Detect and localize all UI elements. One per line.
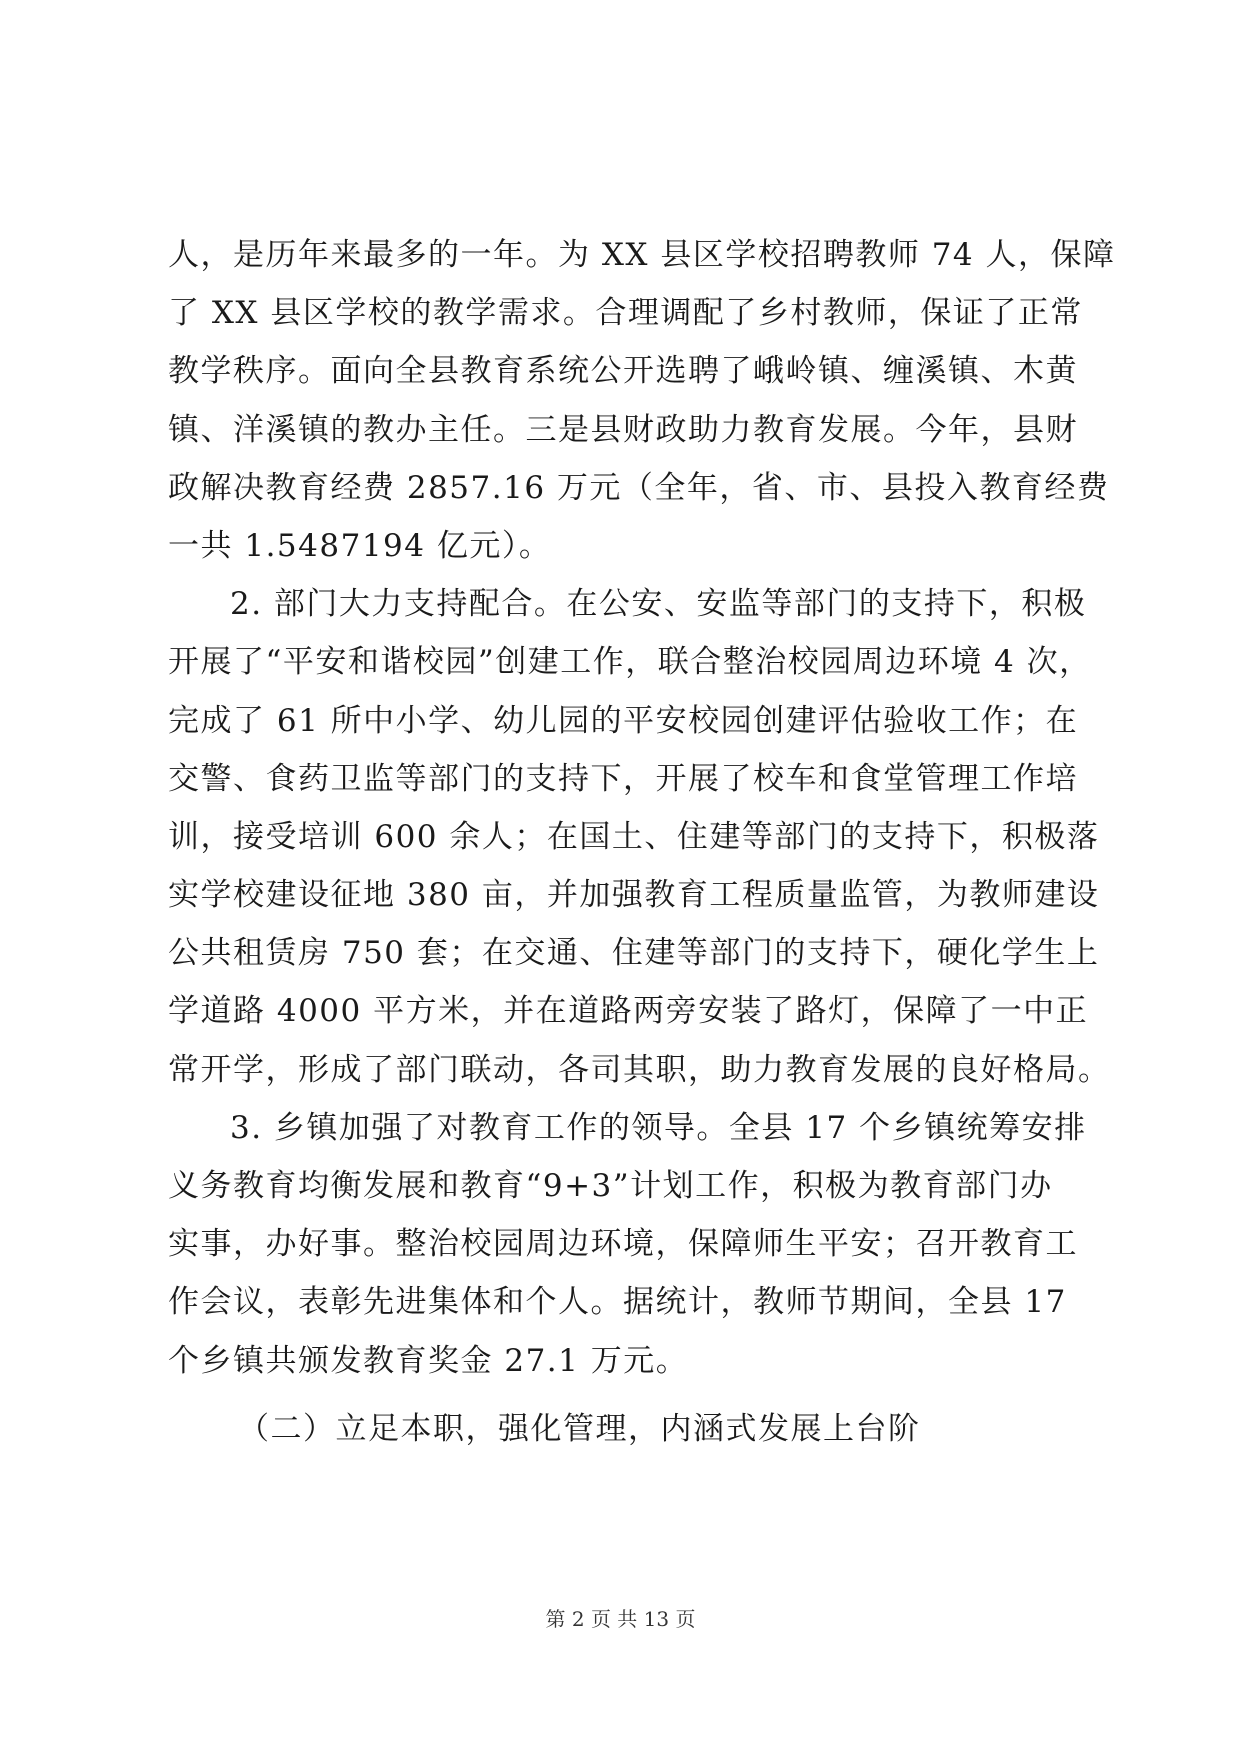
text-line: 开展了“平安和谐校园”创建工作，联合整治校园周边环境 4 次，	[168, 644, 1092, 681]
text-line: 公共租赁房 750 套；在交通、住建等部门的支持下，硬化学生上	[168, 935, 1100, 972]
text-line: 训，接受培训 600 余人；在国土、住建等部门的支持下，积极落	[168, 818, 1100, 855]
text-line: 一共 1.5487194 亿元）。	[168, 527, 552, 564]
text-line: 常开学，形成了部门联动，各司其职，助力教育发展的良好格局。	[168, 1051, 1111, 1088]
text-line: 镇、洋溪镇的教办主任。三是县财政助力教育发展。今年，县财	[168, 411, 1078, 448]
paragraph-3	[168, 1099, 1087, 1390]
text-line: 个乡镇共颁发教育奖金 27.1 万元。	[168, 1342, 689, 1379]
paragraph-2	[168, 575, 1111, 1099]
text-line: 3. 乡镇加强了对教育工作的领导。全县 17 个乡镇统筹安排	[230, 1109, 1087, 1146]
text-line: 政解决教育经费 2857.16 万元（全年，省、市、县投入教育经费	[168, 469, 1110, 506]
text-line: 教学秩序。面向全县教育系统公开选聘了峨岭镇、缠溪镇、木黄	[168, 353, 1078, 390]
document-body	[168, 226, 1116, 1458]
text-line: 义务教育均衡发展和教育“9+3”计划工作，积极为教育部门办	[168, 1168, 1053, 1204]
text-line: 交警、食药卫监等部门的支持下，开展了校车和食堂管理工作培	[168, 760, 1078, 797]
text-line: 了 XX 县区学校的教学需求。合理调配了乡村教师，保证了正常	[168, 295, 1083, 332]
text-line: 实学校建设征地 380 亩，并加强教育工程质量监管，为教师建设	[168, 877, 1100, 914]
text-line: 学道路 4000 平方米，并在道路两旁安装了路灯，保障了一中正	[168, 993, 1089, 1030]
section-heading: （二）立足本职，强化管理，内涵式发展上台阶	[238, 1410, 921, 1447]
text-line: 人，是历年来最多的一年。为 XX 县区学校招聘教师 74 人，保障	[168, 237, 1116, 273]
text-line: 完成了 61 所中小学、幼儿园的平安校园创建评估验收工作；在	[168, 702, 1079, 739]
text-line: 2. 部门大力支持配合。在公安、安监等部门的支持下，积极	[230, 586, 1087, 623]
page-number-footer: 第 2 页 共 13 页	[545, 1607, 696, 1631]
text-line: 作会议，表彰先进集体和个人。据统计，教师节期间，全县 17	[168, 1284, 1067, 1321]
text-line: 实事，办好事。整治校园周边环境，保障师生平安；召开教育工	[168, 1226, 1078, 1263]
paragraph-1	[168, 226, 1116, 575]
